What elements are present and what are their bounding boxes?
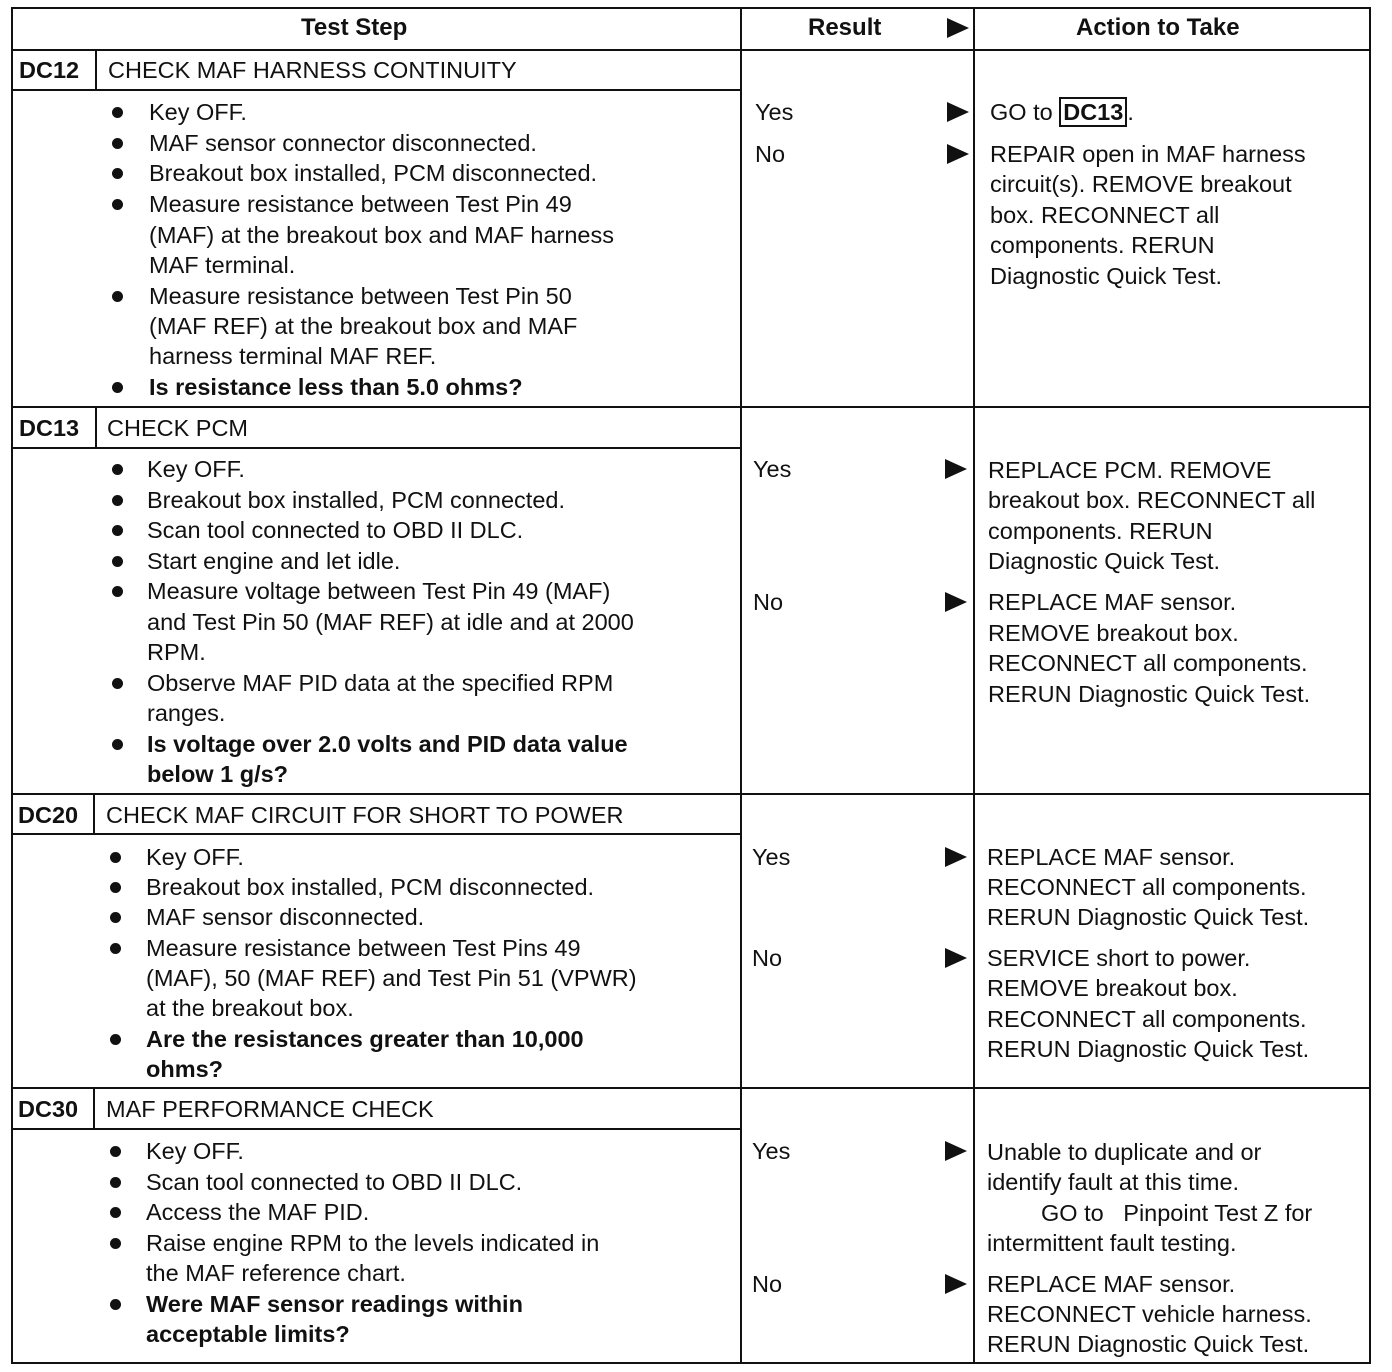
dc12-bullet-2: MAF sensor connector disconnected. [149, 130, 537, 156]
dc13-result-no: No [753, 589, 784, 615]
dc12-bullet-5b: (MAF REF) at the breakout box and MAF [149, 313, 578, 339]
dc30-bullet-3: Access the MAF PID. [146, 1199, 370, 1225]
dc20-action-yes-2: RECONNECT all components. [987, 874, 1307, 900]
step-title-dc12: CHECK MAF HARNESS CONTINUITY [108, 57, 517, 83]
result-arrow-icon [945, 847, 967, 867]
rule-bottom [11, 1362, 1371, 1364]
dc30-bullet-1: Key OFF. [146, 1138, 244, 1164]
result-arrow-icon [945, 1274, 967, 1294]
dc13-bullet-6b: ranges. [147, 700, 226, 726]
dc20-bullet-2: Breakout box installed, PCM disconnected. [146, 874, 595, 900]
dc20-bullet-4a: Measure resistance between Test Pins 49 [146, 935, 581, 961]
dc20-action-no-3: RECONNECT all components. [987, 1006, 1307, 1032]
bullet-icon [112, 138, 123, 149]
dc30-action-no-1: REPLACE MAF sensor. [987, 1271, 1236, 1297]
step-code-dc30: DC30 [18, 1096, 79, 1122]
dc30-result-yes: Yes [752, 1138, 791, 1164]
bullet-icon [110, 1207, 121, 1218]
bullet-icon [112, 107, 123, 118]
dc12-action-no-3: box. RECONNECT all [990, 202, 1220, 228]
dc30-action-yes-2: identify fault at this time. [987, 1169, 1240, 1195]
dc20-action-no-1: SERVICE short to power. [987, 945, 1251, 971]
dc13-bullet-5a: Measure voltage between Test Pin 49 (MAF) [147, 578, 611, 604]
dc13-action-yes-1: REPLACE PCM. REMOVE [988, 457, 1272, 483]
bullet-icon [112, 291, 123, 302]
step-code-dc20: DC20 [18, 802, 79, 828]
rule-dc12-title [11, 89, 740, 91]
bullet-icon [112, 525, 123, 536]
bullet-icon [112, 739, 123, 750]
dc13-result-yes: Yes [753, 456, 792, 482]
dc12-result-yes: Yes [755, 99, 794, 125]
dc12-question: Is resistance less than 5.0 ohms? [149, 374, 523, 400]
dc13-bullet-1: Key OFF. [147, 456, 245, 482]
bullet-icon [110, 943, 121, 954]
step-code-dc13: DC13 [19, 415, 80, 441]
header-result: Result [808, 14, 882, 41]
dc12-bullet-1: Key OFF. [149, 99, 247, 125]
step-title-dc13: CHECK PCM [107, 415, 249, 441]
result-arrow-icon [947, 144, 969, 164]
dc12-bullet-5a: Measure resistance between Test Pin 50 [149, 283, 572, 309]
rule-dc12-end [11, 406, 1371, 408]
dc20-bullet-1: Key OFF. [146, 844, 244, 870]
dc30-result-no: No [752, 1271, 783, 1297]
result-arrow-icon [945, 948, 967, 968]
dc13-action-yes-3: components. RERUN [988, 518, 1213, 544]
dc12-action-yes [990, 97, 1134, 128]
dc20-action-no-4: RERUN Diagnostic Quick Test. [987, 1036, 1310, 1062]
dc20-question-b: ohms? [146, 1056, 224, 1082]
header-action: Action to Take [1076, 14, 1240, 41]
rule-dc30-code [93, 1087, 95, 1128]
bullet-icon [112, 495, 123, 506]
dc12-action-yes-prefix: GO to [990, 99, 1053, 125]
dc30-bullet-4a: Raise engine RPM to the levels indicated in [146, 1230, 600, 1256]
bullet-icon [112, 464, 123, 475]
dc12-action-no-5: Diagnostic Quick Test. [990, 263, 1223, 289]
rule-header [11, 49, 1371, 51]
dc12-bullet-5c: harness terminal MAF REF. [149, 343, 437, 369]
dc13-question-a: Is voltage over 2.0 volts and PID data value [147, 731, 628, 757]
bullet-icon [110, 1177, 121, 1188]
dc30-bullet-4b: the MAF reference chart. [146, 1260, 406, 1286]
bullet-icon [112, 382, 123, 393]
result-arrow-icon [947, 102, 969, 122]
dc13-bullet-5b: and Test Pin 50 (MAF REF) at idle and at 2000 [147, 609, 634, 635]
dc30-question-b: acceptable limits? [146, 1321, 350, 1347]
dc20-action-no-2: REMOVE breakout box. [987, 975, 1238, 1001]
bullet-icon [110, 1299, 121, 1310]
dc13-action-no-3: RECONNECT all components. [988, 650, 1308, 676]
rule-left [11, 7, 13, 1364]
rule-col-action [973, 7, 975, 1364]
rule-dc20-title [11, 833, 740, 835]
dc30-question-a: Were MAF sensor readings within [146, 1291, 523, 1317]
dc13-bullet-6a: Observe MAF PID data at the specified RPM [147, 670, 614, 696]
step-code-dc12: DC12 [19, 57, 80, 83]
rule-top [11, 7, 1371, 9]
dc20-action-yes-1: REPLACE MAF sensor. [987, 844, 1236, 870]
dc12-result-no: No [755, 141, 786, 167]
dc30-action-yes-4: intermittent fault testing. [987, 1230, 1237, 1256]
dc12-bullet-4a: Measure resistance between Test Pin 49 [149, 191, 572, 217]
dc12-bullet-4c: MAF terminal. [149, 252, 296, 278]
dc30-bullet-2: Scan tool connected to OBD II DLC. [146, 1169, 523, 1195]
rule-right [1369, 7, 1371, 1364]
dc13-action-yes-2: breakout box. RECONNECT all [988, 487, 1316, 513]
header-test-step: Test Step [301, 14, 408, 41]
diagnostic-table [11, 7, 1371, 1364]
rule-dc13-title [11, 447, 740, 449]
dc12-action-no-1: REPAIR open in MAF harness [990, 141, 1306, 167]
rule-dc12-code [95, 49, 97, 89]
dc20-action-yes-3: RERUN Diagnostic Quick Test. [987, 904, 1310, 930]
dc12-action-yes-ref: DC13 [1059, 97, 1127, 127]
bullet-icon [110, 882, 121, 893]
result-arrow-icon [945, 592, 967, 612]
bullet-icon [110, 1238, 121, 1249]
bullet-icon [110, 912, 121, 923]
rule-dc30-title [11, 1128, 740, 1130]
bullet-icon [112, 199, 123, 210]
dc13-action-no-1: REPLACE MAF sensor. [988, 589, 1237, 615]
bullet-icon [112, 556, 123, 567]
dc30-action-yes-1: Unable to duplicate and or [987, 1139, 1262, 1165]
dc20-question-a: Are the resistances greater than 10,000 [146, 1026, 584, 1052]
dc20-bullet-3: MAF sensor disconnected. [146, 904, 425, 930]
bullet-icon [110, 1146, 121, 1157]
dc30-action-no-3: RERUN Diagnostic Quick Test. [987, 1331, 1310, 1357]
rule-dc13-code [95, 406, 97, 447]
dc20-result-no: No [752, 945, 783, 971]
dc20-bullet-4c: at the breakout box. [146, 995, 354, 1021]
dc13-bullet-4: Start engine and let idle. [147, 548, 401, 574]
bullet-icon [112, 586, 123, 597]
dc12-bullet-3: Breakout box installed, PCM disconnected. [149, 160, 598, 186]
bullet-icon [110, 1034, 121, 1045]
bullet-icon [110, 852, 121, 863]
rule-dc20-code [93, 793, 95, 833]
dc12-action-no-2: circuit(s). REMOVE breakout [990, 171, 1292, 197]
dc12-bullet-4b: (MAF) at the breakout box and MAF harness [149, 222, 614, 248]
dc30-action-no-2: RECONNECT vehicle harness. [987, 1301, 1312, 1327]
dc13-action-yes-4: Diagnostic Quick Test. [988, 548, 1221, 574]
dc20-bullet-4b: (MAF), 50 (MAF REF) and Test Pin 51 (VPWR) [146, 965, 637, 991]
header-arrow-icon [947, 18, 969, 38]
step-title-dc30: MAF PERFORMANCE CHECK [106, 1096, 434, 1122]
dc12-action-no-4: components. RERUN [990, 232, 1215, 258]
result-arrow-icon [945, 459, 967, 479]
dc12-action-yes-suffix: . [1127, 99, 1134, 125]
result-arrow-icon [945, 1141, 967, 1161]
dc13-bullet-2: Breakout box installed, PCM connected. [147, 487, 566, 513]
bullet-icon [112, 678, 123, 689]
dc20-result-yes: Yes [752, 844, 791, 870]
rule-dc13-end [11, 793, 1371, 795]
dc30-action-yes-3: GO to Pinpoint Test Z for [1041, 1200, 1313, 1226]
bullet-icon [112, 168, 123, 179]
step-title-dc20: CHECK MAF CIRCUIT FOR SHORT TO POWER [106, 802, 624, 828]
dc13-action-no-4: RERUN Diagnostic Quick Test. [988, 681, 1311, 707]
dc13-question-b: below 1 g/s? [147, 761, 289, 787]
dc13-bullet-3: Scan tool connected to OBD II DLC. [147, 517, 524, 543]
rule-dc20-end [11, 1087, 1371, 1089]
rule-col-result [740, 7, 742, 1364]
dc13-action-no-2: REMOVE breakout box. [988, 620, 1239, 646]
dc13-bullet-5c: RPM. [147, 639, 206, 665]
